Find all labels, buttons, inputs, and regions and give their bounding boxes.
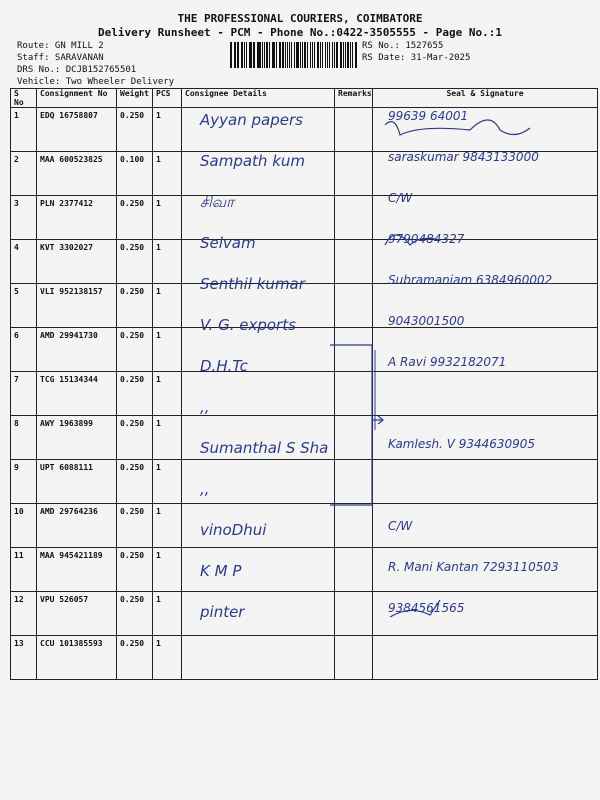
cell-sno: 5: [11, 284, 37, 328]
barcode-bar: [273, 42, 275, 68]
cell-pcs: 1: [153, 372, 182, 416]
cell-remarks: [335, 592, 373, 636]
barcode-bar: [250, 42, 252, 68]
cell-sno: 3: [11, 196, 37, 240]
cell-pcs: 1: [153, 328, 182, 372]
table-header-row: [11, 89, 598, 108]
cell-weight: 0.250: [117, 284, 153, 328]
barcode-bar: [302, 42, 303, 68]
cell-pcs: 1: [153, 460, 182, 504]
cell-consignment: MAA 600523825: [37, 152, 117, 196]
cell-pcs: 1: [153, 152, 182, 196]
col-header-seal: Seal & Signature: [373, 89, 598, 108]
barcode-bar: [249, 42, 250, 68]
cell-consignment: UPT 6088111: [37, 460, 117, 504]
cell-sno: 12: [11, 592, 37, 636]
barcode-bar: [355, 42, 357, 68]
col-header-sno: S No: [11, 89, 37, 108]
cell-pcs: 1: [153, 240, 182, 284]
barcode-bar: [352, 42, 353, 68]
cell-weight: 0.250: [117, 240, 153, 284]
barcode-bar: [320, 42, 321, 68]
handwritten-seal: C/W: [388, 519, 413, 533]
col-header-remarks: Remarks: [335, 89, 373, 108]
barcode-bar: [258, 42, 260, 68]
handwritten-seal: Subramaniam 6384960002: [388, 273, 553, 287]
drs-label: DRS No.: DCJB152765501: [17, 65, 137, 75]
barcode-bar: [282, 42, 284, 68]
rs-number: RS No.: 1527655: [362, 41, 444, 51]
col-header-consignee: Consignee Details: [182, 89, 335, 108]
handwritten-consignee: Ayyan papers: [200, 111, 303, 129]
barcode-bar: [327, 42, 328, 68]
cell-remarks: [335, 196, 373, 240]
barcode-bar: [289, 42, 290, 68]
barcode-bar: [294, 42, 295, 68]
cell-weight: 0.250: [117, 504, 153, 548]
barcode-bar: [325, 42, 326, 68]
barcode-bar: [300, 42, 301, 68]
barcode-bar: [317, 42, 319, 68]
cell-weight: 0.250: [117, 636, 153, 680]
runsheet-subtitle: Delivery Runsheet - PCM - Phone No.:0422-3505555 - Page No.:1: [98, 26, 502, 39]
table-row: [11, 460, 598, 504]
cell-weight: 0.250: [117, 372, 153, 416]
cell-weight: 0.100: [117, 152, 153, 196]
barcode-bar: [272, 42, 273, 68]
cell-pcs: 1: [153, 108, 182, 152]
delivery-table: [10, 88, 598, 680]
barcode-bar: [285, 42, 286, 68]
cell-seal: [373, 372, 598, 416]
barcode-bar: [287, 42, 288, 68]
barcode-bar: [336, 42, 338, 68]
handwritten-consignee: Sumanthal S Sha: [200, 439, 329, 457]
cell-consignment: MAA 945421189: [37, 548, 117, 592]
handwritten-consignee: Sampath kum: [200, 152, 305, 170]
handwritten-consignee: Senthil kumar: [200, 275, 305, 293]
table-row: [11, 592, 598, 636]
barcode: [230, 42, 358, 68]
cell-sno: 13: [11, 636, 37, 680]
cell-sno: 7: [11, 372, 37, 416]
barcode-bar: [237, 42, 239, 68]
barcode-bar: [329, 42, 331, 68]
cell-remarks: [335, 284, 373, 328]
handwritten-seal: 9384561565: [388, 601, 465, 615]
handwritten-seal: A Ravi 9932182071: [388, 355, 507, 369]
barcode-bar: [291, 42, 293, 68]
cell-seal: [373, 636, 598, 680]
table-row: [11, 372, 598, 416]
cell-remarks: [335, 636, 373, 680]
handwritten-consignee: ,,: [200, 398, 210, 416]
cell-weight: 0.250: [117, 548, 153, 592]
handwritten-consignee: vinoDhui: [200, 521, 267, 539]
col-header-consignment: Consignment No: [37, 89, 117, 108]
cell-consignment: AWY 1963899: [37, 416, 117, 460]
cell-sno: 1: [11, 108, 37, 152]
cell-weight: 0.250: [117, 196, 153, 240]
cell-remarks: [335, 152, 373, 196]
cell-consignment: VLI 952138157: [37, 284, 117, 328]
barcode-bar: [262, 42, 263, 68]
cell-pcs: 1: [153, 416, 182, 460]
barcode-bar: [350, 42, 351, 68]
barcode-bar: [347, 42, 349, 68]
route-label: Route: GN MILL 2: [17, 41, 104, 51]
handwritten-seal: saraskumar 9843133000: [388, 150, 539, 164]
table-row: [11, 108, 598, 152]
cell-sno: 6: [11, 328, 37, 372]
barcode-bar: [343, 42, 344, 68]
barcode-bar: [230, 42, 232, 68]
handwritten-consignee: pinter: [200, 603, 245, 621]
handwritten-seal: Kamlesh. V 9344630905: [388, 437, 536, 451]
handwritten-seal: C/W: [388, 191, 413, 205]
cell-consignment: PLN 2377412: [37, 196, 117, 240]
cell-pcs: 1: [153, 548, 182, 592]
barcode-bar: [235, 42, 236, 68]
handwritten-consignee: சிவா: [200, 193, 234, 211]
table-row: [11, 636, 598, 680]
barcode-bar: [334, 42, 335, 68]
barcode-bar: [322, 42, 324, 68]
handwritten-consignee: ,,: [200, 480, 210, 498]
barcode-bar: [332, 42, 333, 68]
cell-remarks: [335, 240, 373, 284]
cell-consignee: [182, 636, 335, 680]
cell-sno: 4: [11, 240, 37, 284]
barcode-bar: [345, 42, 346, 68]
company-title: THE PROFESSIONAL COURIERS, COIMBATORE: [177, 12, 423, 25]
cell-remarks: [335, 108, 373, 152]
cell-pcs: 1: [153, 196, 182, 240]
cell-remarks: [335, 328, 373, 372]
cell-pcs: 1: [153, 504, 182, 548]
cell-remarks: [335, 504, 373, 548]
vehicle-label: Vehicle: Two Wheeler Delivery: [17, 77, 175, 87]
cell-pcs: 1: [153, 636, 182, 680]
barcode-bar: [276, 42, 277, 68]
rs-date: RS Date: 31-Mar-2025: [362, 53, 471, 63]
barcode-bar: [340, 42, 342, 68]
col-header-weight: Weight: [117, 89, 153, 108]
col-header-pcs: PCS: [153, 89, 182, 108]
cell-remarks: [335, 416, 373, 460]
barcode-bar: [266, 42, 268, 68]
cell-remarks: [335, 372, 373, 416]
cell-sno: 2: [11, 152, 37, 196]
cell-consignment: TCG 15134344: [37, 372, 117, 416]
barcode-bar: [234, 42, 235, 68]
barcode-bar: [279, 42, 281, 68]
cell-weight: 0.250: [117, 592, 153, 636]
cell-pcs: 1: [153, 592, 182, 636]
handwritten-seal: R. Mani Kantan 7293110503: [388, 560, 559, 574]
barcode-bar: [264, 42, 265, 68]
cell-weight: 0.250: [117, 108, 153, 152]
cell-remarks: [335, 548, 373, 592]
cell-sno: 10: [11, 504, 37, 548]
barcode-bar: [253, 42, 255, 68]
cell-remarks: [335, 460, 373, 504]
barcode-bar: [296, 42, 298, 68]
meta-right: [362, 40, 470, 64]
handwritten-seal: 99639 64001: [388, 109, 469, 123]
handwritten-consignee: K M P: [200, 562, 242, 580]
barcode-bar: [307, 42, 309, 68]
cell-consignment: EDQ 16758807: [37, 108, 117, 152]
barcode-bar: [304, 42, 306, 68]
barcode-bar: [246, 42, 247, 68]
cell-seal: [373, 460, 598, 504]
cell-weight: 0.250: [117, 416, 153, 460]
barcode-bar: [241, 42, 243, 68]
cell-sno: 8: [11, 416, 37, 460]
table-row: [11, 328, 598, 372]
barcode-bar: [269, 42, 270, 68]
cell-sno: 11: [11, 548, 37, 592]
cell-consignment: CCU 101385593: [37, 636, 117, 680]
handwritten-seal: 9790484327: [388, 232, 465, 246]
barcode-bar: [310, 42, 311, 68]
handwritten-seal: 9043001500: [388, 314, 465, 328]
handwritten-consignee: D.H.Tc: [200, 357, 248, 375]
cell-weight: 0.250: [117, 460, 153, 504]
cell-consignment: KVT 3302027: [37, 240, 117, 284]
cell-pcs: 1: [153, 284, 182, 328]
cell-sno: 9: [11, 460, 37, 504]
handwritten-consignee: Selvam: [200, 234, 256, 252]
meta-left: [17, 40, 174, 88]
table-row: [11, 504, 598, 548]
barcode-bar: [244, 42, 245, 68]
barcode-bar: [312, 42, 313, 68]
cell-consignment: AMD 29941730: [37, 328, 117, 372]
cell-consignment: AMD 29764236: [37, 504, 117, 548]
staff-label: Staff: SARAVANAN: [17, 53, 104, 63]
barcode-bar: [257, 42, 258, 68]
table-row: [11, 196, 598, 240]
handwritten-consignee: V. G. exports: [200, 316, 296, 334]
cell-consignment: VPU 526057: [37, 592, 117, 636]
barcode-bar: [314, 42, 315, 68]
cell-weight: 0.250: [117, 328, 153, 372]
